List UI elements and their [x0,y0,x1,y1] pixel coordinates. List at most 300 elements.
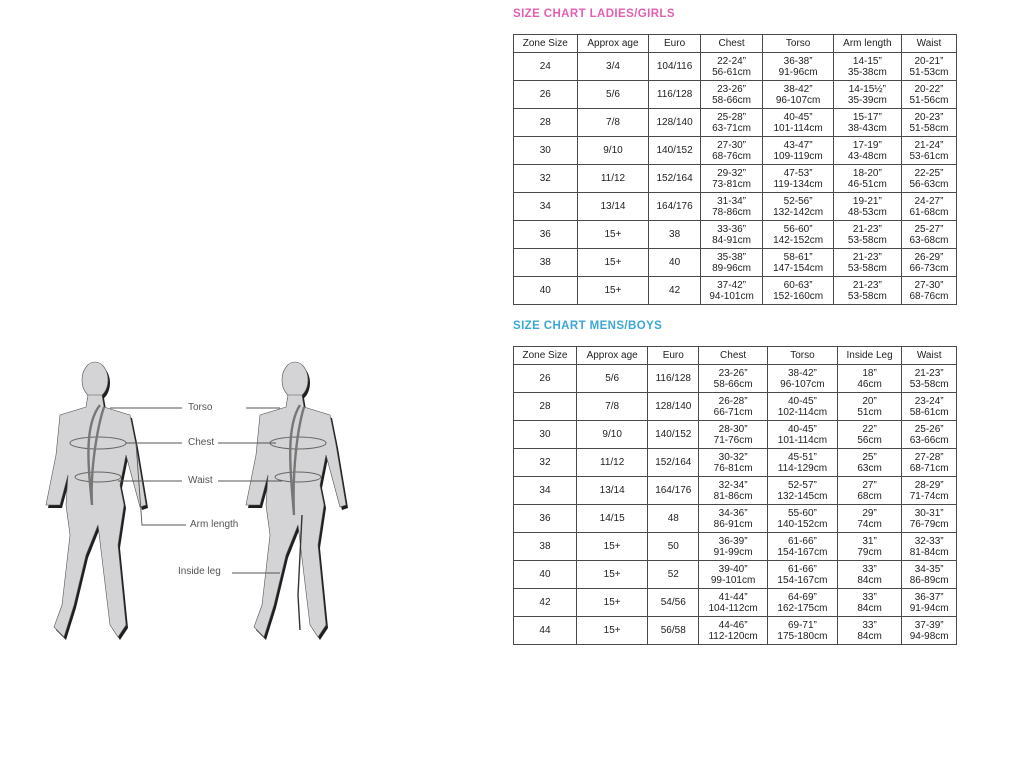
table-cell [700,53,763,81]
table-cell [763,221,833,249]
table-cell [700,165,763,193]
column-header: Arm length [833,35,901,53]
measurement-inches: 28-30” [718,423,748,435]
table-cell: 11/12 [577,165,649,193]
table-row [514,393,957,421]
table-cell: 15+ [577,277,649,305]
measurement-inches: 34-35” [914,563,944,575]
table-cell [901,193,956,221]
table-row [514,137,957,165]
table-cell: 30 [514,137,578,165]
measurement-inches: 41-44” [718,591,748,603]
measurement-cm: 154-167cm [777,546,828,558]
table-cell: 50 [648,533,699,561]
table-cell [763,165,833,193]
measurement-cm: 51-56cm [909,94,949,106]
measurement-cm: 58-66cm [713,378,753,390]
torso-label: Torso [188,402,213,413]
table-cell [901,53,956,81]
measurement-inches: 25-27” [914,223,944,235]
table-cell [837,533,902,561]
measurement-inches: 24-27” [914,195,944,207]
measurement-cm: 68-71cm [909,462,949,474]
table-cell [763,249,833,277]
table-cell [837,589,902,617]
table-cell: 34 [514,193,578,221]
table-cell [768,533,838,561]
measurement-inches: 33” [862,563,877,575]
measurement-cm: 152-160cm [773,290,824,302]
column-header: Torso [768,347,838,365]
measurement-cm: 162-175cm [777,602,828,614]
measurement-cm: 91-94cm [909,602,949,614]
measurement-inches: 21-23” [852,251,882,263]
measurement-inches: 20-23” [914,111,944,123]
table-cell [837,421,902,449]
measurement-inches: 35-38” [717,251,747,263]
measurement-inches: 21-24” [914,139,944,151]
column-header: Waist [901,35,956,53]
table-cell: 54/56 [648,589,699,617]
measurement-inches: 55-60” [787,507,817,519]
table-cell [768,393,838,421]
table-cell: 28 [514,393,577,421]
table-cell [768,421,838,449]
measurement-cm: 63cm [857,462,882,474]
table-cell [902,617,957,645]
measurement-inches: 25-26” [914,423,944,435]
table-row [514,221,957,249]
measurement-inches: 20-22” [914,83,944,95]
measurement-cm: 74cm [857,518,882,530]
table-cell [901,277,956,305]
table-cell: 15+ [576,533,647,561]
table-row [514,421,957,449]
measurement-cm: 56cm [857,434,882,446]
table-cell [699,365,768,393]
measurement-cm: 112-120cm [708,630,758,642]
table-row [514,277,957,305]
table-cell [699,421,768,449]
measurement-cm: 101-114cm [773,122,823,134]
measurement-inches: 40-45” [787,395,817,407]
table-cell [763,277,833,305]
column-header: Approx age [576,347,647,365]
measurement-inches: 18” [862,367,877,379]
table-cell: 152/164 [649,165,700,193]
table-cell [699,393,768,421]
table-cell [902,421,957,449]
chest-label: Chest [188,437,215,448]
table-cell: 38 [649,221,700,249]
table-cell [901,109,956,137]
table-cell: 164/176 [648,477,699,505]
measurement-cm: 109-119cm [773,150,823,162]
measurement-cm: 101-114cm [777,434,828,446]
measurement-cm: 84cm [857,630,882,642]
measurement-inches: 36-39” [718,535,748,547]
table-cell: 36 [514,505,577,533]
table-cell [768,561,838,589]
measurement-inches: 23-26” [717,83,747,95]
table-cell [837,561,902,589]
measurement-inches: 34-36” [718,507,748,519]
measurement-cm: 84-91cm [712,234,752,246]
measurement-cm: 86-91cm [713,518,753,530]
table-cell: 40 [649,249,700,277]
table-cell [902,533,957,561]
table-cell [833,221,901,249]
measurement-inches: 45-51” [787,451,817,463]
table-cell: 13/14 [577,193,649,221]
table-cell [699,561,768,589]
table-cell: 116/128 [648,365,699,393]
table-cell [901,81,956,109]
measurement-inches: 15-17” [852,111,882,123]
table-cell [768,477,838,505]
table-cell [833,165,901,193]
measurement-inches: 52-57” [787,479,817,491]
measurement-cm: 53-58cm [909,378,949,390]
table-row [514,81,957,109]
measurement-inches: 27” [862,479,877,491]
column-header: Torso [763,35,833,53]
measurement-inches: 26-28” [718,395,748,407]
inside-leg-label: Inside leg [178,566,221,577]
measurement-inches: 22” [862,423,877,435]
table-row [514,533,957,561]
measurement-cm: 66-71cm [713,406,753,418]
measurement-inches: 27-30” [717,139,747,151]
table-cell [699,477,768,505]
table-cell: 128/140 [648,393,699,421]
column-header: Euro [648,347,699,365]
measurement-cm: 119-134cm [773,178,823,190]
column-header: Zone Size [514,35,578,53]
front-figure [46,362,148,640]
measurement-cm: 56-61cm [712,66,752,78]
measurement-cm: 142-152cm [773,234,824,246]
measurement-inches: 20” [862,395,877,407]
table-cell [837,365,902,393]
measurement-cm: 58-66cm [712,94,752,106]
table-cell: 48 [648,505,699,533]
measurement-inches: 30-31” [914,507,944,519]
table-cell: 9/10 [577,137,649,165]
table-row [514,109,957,137]
measurement-inches: 64-69” [787,591,817,603]
table-cell: 3/4 [577,53,649,81]
measurement-cm: 63-71cm [712,122,752,134]
table-cell [768,617,838,645]
measurement-inches: 58-61” [783,251,813,263]
table-header-row [514,347,957,365]
measurement-cm: 91-96cm [778,66,818,78]
table-cell: 152/164 [648,449,699,477]
table-cell [763,137,833,165]
measurement-cm: 79cm [857,546,882,558]
table-cell [700,137,763,165]
table-cell: 38 [514,249,578,277]
measurement-cm: 66-73cm [909,262,949,274]
table-cell [833,53,901,81]
measurement-inches: 33” [862,619,877,631]
measurement-inches: 33” [862,591,877,603]
table-cell [699,617,768,645]
measurement-inches: 38-42” [787,367,817,379]
measurement-cm: 48-53cm [847,206,887,218]
table-cell [700,193,763,221]
measurement-cm: 84cm [857,574,882,586]
table-cell: 56/58 [648,617,699,645]
table-cell: 128/140 [649,109,700,137]
measurement-inches: 29” [862,507,877,519]
measurement-inches: 47-53” [783,167,813,179]
table-cell: 26 [514,365,577,393]
table-row [514,617,957,645]
column-header: Zone Size [514,347,577,365]
arm-length-label: Arm length [190,519,239,530]
table-cell: 140/152 [648,421,699,449]
measurement-cm: 61-68cm [909,206,949,218]
measurement-cm: 84cm [857,602,882,614]
measurement-inches: 17-19” [852,139,882,151]
table-row [514,561,957,589]
table-cell [768,589,838,617]
measurement-cm: 56-63cm [909,178,949,190]
table-cell [768,449,838,477]
measurement-cm: 38-43cm [847,122,887,134]
table-cell: 11/12 [576,449,647,477]
table-cell [901,165,956,193]
measurement-inches: 20-21” [914,55,944,67]
table-cell: 5/6 [576,365,647,393]
table-cell [902,589,957,617]
table-cell [837,477,902,505]
measurement-inches: 69-71” [787,619,817,631]
table-cell [902,477,957,505]
table-cell: 30 [514,421,577,449]
table-cell [768,505,838,533]
measurement-cm: 71-76cm [713,434,753,446]
table-cell: 52 [648,561,699,589]
table-cell: 26 [514,81,578,109]
table-row [514,193,957,221]
measurement-inches: 43-47” [783,139,813,151]
measurement-inches: 14-15” [852,55,882,67]
table-cell: 15+ [577,249,649,277]
measurement-inches: 26-29” [914,251,944,263]
table-cell: 14/15 [576,505,647,533]
table-cell: 116/128 [649,81,700,109]
column-header: Chest [700,35,763,53]
table-cell [700,249,763,277]
measurement-inches: 28-29” [914,479,944,491]
measurement-cm: 53-61cm [909,150,949,162]
measurement-inches: 18-20” [852,167,882,179]
table-row [514,53,957,81]
measurement-cm: 71-74cm [909,490,949,502]
measurement-cm: 102-114cm [777,406,828,418]
measurement-inches: 40-45” [783,111,813,123]
measurement-cm: 73-81cm [712,178,752,190]
measurement-cm: 96-107cm [780,378,825,390]
measurement-cm: 68cm [857,490,882,502]
measurement-cm: 63-68cm [909,234,949,246]
table-cell [837,505,902,533]
measurement-inches: 40-45” [787,423,817,435]
measurement-inches: 21-23” [914,367,944,379]
table-cell: 40 [514,277,578,305]
table-cell [700,81,763,109]
table-cell: 32 [514,165,578,193]
measurement-cm: 96-107cm [775,94,821,106]
measurement-cm: 94-101cm [709,290,754,302]
measurement-inches: 61-66” [787,563,817,575]
measurement-cm: 94-98cm [909,630,949,642]
mens-size-table [513,346,957,645]
table-cell [837,617,902,645]
measurement-inches: 21-23” [852,279,882,291]
measurement-inches: 52-56” [783,195,813,207]
table-cell [901,221,956,249]
table-cell [833,277,901,305]
measurement-inches: 22-25” [914,167,944,179]
table-cell: 15+ [576,561,647,589]
table-cell: 34 [514,477,577,505]
table-cell: 15+ [576,589,647,617]
table-cell: 42 [649,277,700,305]
measurement-inches: 27-28” [914,451,944,463]
measurement-cm: 46cm [857,378,882,390]
column-header: Euro [649,35,700,53]
column-header: Chest [699,347,768,365]
table-cell: 13/14 [576,477,647,505]
table-cell [768,365,838,393]
table-cell [902,449,957,477]
table-cell: 104/116 [649,53,700,81]
measurement-cm: 68-76cm [909,290,949,302]
measurement-cm: 78-86cm [712,206,752,218]
table-cell: 36 [514,221,578,249]
measurement-inches: 23-24” [914,395,944,407]
table-cell [833,249,901,277]
table-row [514,249,957,277]
ladies-size-chart-title: SIZE CHART LADIES/GIRLS [513,8,675,20]
table-cell [833,109,901,137]
table-cell: 24 [514,53,578,81]
measurement-cm: 175-180cm [777,630,828,642]
column-header: Waist [902,347,957,365]
measurement-cm: 51-53cm [909,66,949,78]
table-cell [833,81,901,109]
table-cell [902,561,957,589]
table-cell [699,505,768,533]
measurement-inches: 27-30” [914,279,944,291]
measurement-cm: 58-61cm [909,406,949,418]
measurement-inches: 30-32” [718,451,748,463]
ladies-size-table [513,34,957,305]
table-cell: 5/6 [577,81,649,109]
measurement-cm: 81-84cm [909,546,949,558]
measurement-inches: 29-32” [717,167,747,179]
measurement-cm: 114-129cm [777,462,828,474]
body-measurement-diagram [40,355,370,645]
measurement-inches: 37-42” [717,279,747,291]
table-row [514,449,957,477]
table-cell [833,137,901,165]
table-cell: 164/176 [649,193,700,221]
measurement-cm: 154-167cm [777,574,828,586]
measurement-cm: 140-152cm [777,518,828,530]
table-cell: 140/152 [649,137,700,165]
measurement-cm: 46-51cm [847,178,887,190]
back-figure [246,362,348,640]
measurement-cm: 35-39cm [847,94,887,106]
table-cell [700,109,763,137]
measurement-inches: 36-37” [914,591,944,603]
table-cell [837,393,902,421]
table-row [514,477,957,505]
body-figures-svg [40,355,370,645]
measurement-cm: 91-99cm [713,546,753,558]
table-cell [763,193,833,221]
table-cell [837,449,902,477]
table-cell [833,193,901,221]
measurement-inches: 33-36” [717,223,747,235]
table-cell [902,505,957,533]
table-row [514,505,957,533]
measurement-inches: 56-60” [783,223,813,235]
measurement-inches: 25-28” [717,111,747,123]
table-cell [902,365,957,393]
measurement-inches: 38-42” [783,83,813,95]
column-header: Approx age [577,35,649,53]
measurement-inches: 61-66” [787,535,817,547]
table-cell: 44 [514,617,577,645]
table-row [514,589,957,617]
table-cell: 15+ [576,617,647,645]
measurement-inches: 39-40” [718,563,748,575]
measurement-inches: 37-39” [914,619,944,631]
table-cell [699,589,768,617]
table-row [514,365,957,393]
measurement-inches: 60-63” [783,279,813,291]
measurement-cm: 53-58cm [847,262,887,274]
table-cell [700,277,763,305]
measurement-inches: 36-38” [783,55,813,67]
measurement-cm: 76-81cm [713,462,753,474]
measurement-cm: 104-112cm [708,602,758,614]
measurement-inches: 32-34” [718,479,748,491]
measurement-cm: 53-58cm [847,290,887,302]
table-cell: 15+ [577,221,649,249]
table-cell: 42 [514,589,577,617]
table-cell [901,137,956,165]
column-header: Inside Leg [837,347,902,365]
measurement-cm: 68-76cm [712,150,752,162]
measurement-cm: 89-96cm [712,262,752,274]
table-cell [699,449,768,477]
measurement-inches: 23-26” [718,367,748,379]
table-cell: 32 [514,449,577,477]
measurement-inches: 21-23” [852,223,882,235]
table-cell [699,533,768,561]
measurement-cm: 86-89cm [909,574,949,586]
measurement-cm: 53-58cm [847,234,887,246]
table-cell [901,249,956,277]
measurement-inches: 31” [862,535,877,547]
